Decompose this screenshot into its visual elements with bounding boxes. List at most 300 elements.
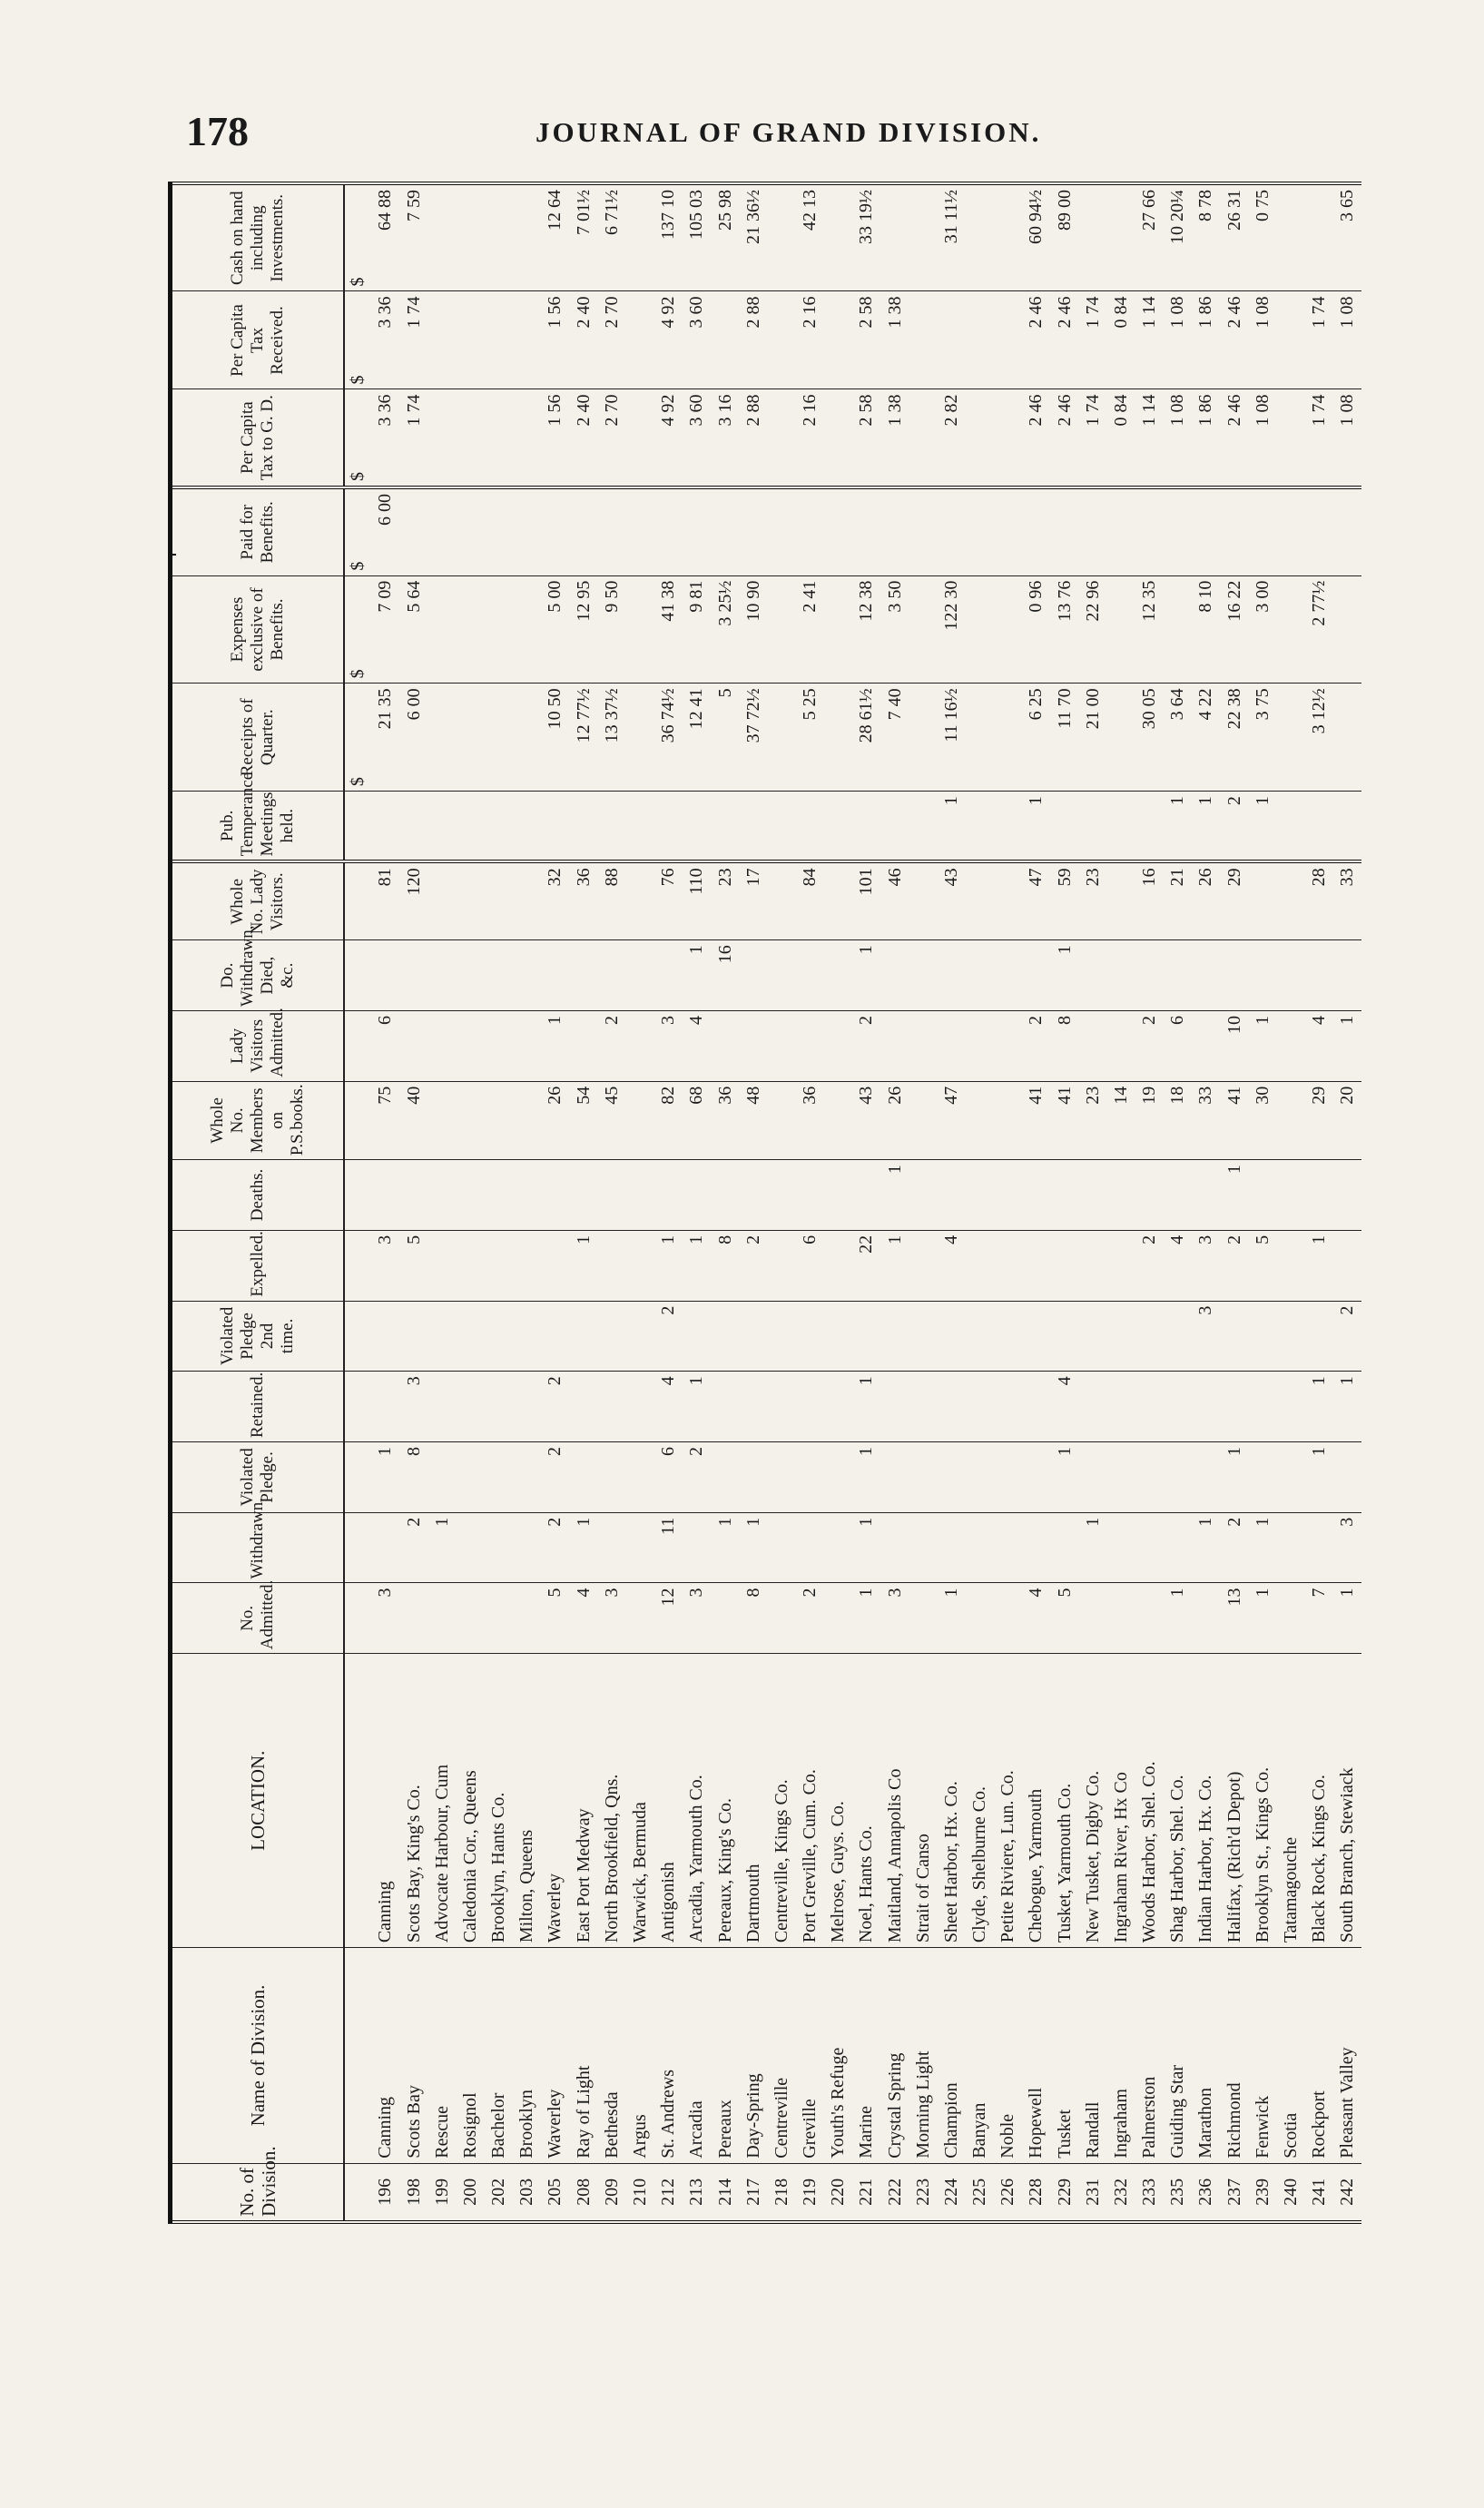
table-cell: 28 61½ <box>852 684 880 792</box>
table-cell: 2 16 <box>795 389 823 487</box>
table-cell <box>909 575 937 684</box>
table-cell <box>965 684 993 792</box>
table-cell <box>456 1081 484 1159</box>
table-cell <box>1276 183 1304 291</box>
table-cell: 1 <box>569 1512 597 1583</box>
table-cell <box>569 487 597 575</box>
table-cell: South Branch, Stewiack <box>1333 1654 1361 1948</box>
table-cell: 219 <box>795 2163 823 2222</box>
table-cell <box>485 1583 513 1654</box>
table-cell: Noble <box>994 1948 1022 2164</box>
table-row <box>739 183 767 2222</box>
table-cell: 10 50 <box>541 684 569 792</box>
table-row <box>1276 183 1304 2222</box>
table-cell <box>994 940 1022 1011</box>
table-cell: 241 <box>1305 2163 1333 2222</box>
table-cell: 25 98 <box>711 183 739 291</box>
table-cell <box>625 1010 654 1081</box>
table-cell: 1 <box>428 1512 456 1583</box>
table-cell <box>824 575 852 684</box>
table-cell: 1 <box>739 1512 767 1583</box>
table-cell <box>683 1512 711 1583</box>
table-cell: 12 35 <box>1135 575 1164 684</box>
table-cell: 1 <box>1078 1512 1106 1583</box>
table-cell <box>711 1372 739 1442</box>
table-cell: 30 05 <box>1135 684 1164 792</box>
table-cell: St. Andrews <box>654 1948 683 2164</box>
table-cell <box>824 1583 852 1654</box>
table-row <box>1078 183 1106 2222</box>
table-cell: 2 58 <box>852 291 880 389</box>
table-cell: 4 <box>1164 1230 1192 1301</box>
table-cell <box>428 792 456 862</box>
table-cell <box>1050 1160 1078 1231</box>
table-cell <box>625 1301 654 1372</box>
table-cell <box>1333 1442 1361 1513</box>
table-cell <box>1106 861 1135 939</box>
table-cell: Dartmouth <box>739 1654 767 1948</box>
table-cell: Fenwick <box>1248 1948 1276 2164</box>
table-row <box>428 183 456 2222</box>
table-cell <box>344 1583 371 1654</box>
table-cell: 1 <box>1248 1583 1276 1654</box>
table-cell <box>824 487 852 575</box>
table-cell: Waverley <box>541 1654 569 1948</box>
table-cell <box>824 1010 852 1081</box>
table-cell <box>767 684 795 792</box>
table-cell: Sheet Harbor, Hx. Co. <box>937 1654 965 1948</box>
table-header-row <box>171 183 345 2222</box>
table-cell <box>597 940 625 1011</box>
table-cell: 1 <box>1248 792 1276 862</box>
table-cell: 208 <box>569 2163 597 2222</box>
table-cell: 237 <box>1220 2163 1248 2222</box>
table-cell <box>1248 1442 1276 1513</box>
table-cell: 1 <box>852 940 880 1011</box>
table-cell <box>456 940 484 1011</box>
table-cell <box>1248 1160 1276 1231</box>
table-cell <box>654 1160 683 1231</box>
table-cell: Strait of Canso <box>909 1654 937 1948</box>
table-cell: Crystal Spring <box>880 1948 909 2164</box>
column-header: No. of Division. <box>171 2163 345 2222</box>
table-cell <box>994 1160 1022 1231</box>
table-cell: Woods Harbor, Shel. Co. <box>1135 1654 1164 1948</box>
table-cell <box>344 940 371 1011</box>
table-cell <box>456 1230 484 1301</box>
table-cell <box>965 1512 993 1583</box>
table-cell: 3 <box>1192 1301 1220 1372</box>
table-cell: 5 <box>399 1230 428 1301</box>
table-cell <box>1276 1010 1304 1081</box>
table-cell <box>654 940 683 1011</box>
table-cell <box>937 1160 965 1231</box>
table-cell <box>965 1442 993 1513</box>
table-row <box>456 183 484 2222</box>
table-cell <box>965 1010 993 1081</box>
table-cell <box>965 1230 993 1301</box>
table-cell <box>625 487 654 575</box>
table-cell <box>428 940 456 1011</box>
table-cell <box>824 389 852 487</box>
table-cell: 22 <box>852 1230 880 1301</box>
table-cell <box>739 1372 767 1442</box>
column-header: Per Capita Tax Received. <box>171 291 345 389</box>
table-cell <box>852 487 880 575</box>
table-cell <box>1276 291 1304 389</box>
table-cell: 21 00 <box>1078 684 1106 792</box>
table-cell <box>909 1512 937 1583</box>
table-cell <box>965 1372 993 1442</box>
table-cell: 2 <box>1333 1301 1361 1372</box>
table-cell <box>625 1372 654 1442</box>
table-cell <box>428 1583 456 1654</box>
table-cell <box>371 1301 399 1372</box>
table-cell <box>597 1160 625 1231</box>
table-cell: Arcadia <box>683 1948 711 2164</box>
table-cell: 5 00 <box>541 575 569 684</box>
table-cell <box>485 1230 513 1301</box>
table-cell <box>965 575 993 684</box>
table-cell: 2 58 <box>852 389 880 487</box>
table-cell: 43 <box>937 861 965 939</box>
table-cell: 223 <box>909 2163 937 2222</box>
table-cell <box>1276 1160 1304 1231</box>
currency-symbol: $ <box>344 183 371 291</box>
table-cell <box>1078 1010 1106 1081</box>
table-cell: 41 <box>1022 1081 1050 1159</box>
table-cell <box>1305 487 1333 575</box>
table-cell: 1 <box>683 1230 711 1301</box>
currency-symbol: $ <box>344 684 371 792</box>
table-cell <box>1192 1372 1220 1442</box>
table-cell: 1 74 <box>1078 389 1106 487</box>
table-cell <box>625 291 654 389</box>
table-cell: 12 <box>654 1583 683 1654</box>
table-cell <box>909 792 937 862</box>
table-cell <box>485 183 513 291</box>
table-cell: 218 <box>767 2163 795 2222</box>
table-cell <box>597 487 625 575</box>
table-cell: 29 <box>1220 861 1248 939</box>
table-cell <box>1248 861 1276 939</box>
table-cell: 1 <box>1248 1010 1276 1081</box>
table-cell: 1 <box>1192 1512 1220 1583</box>
table-cell <box>994 792 1022 862</box>
table-cell: 2 40 <box>569 291 597 389</box>
table-cell: 17 <box>739 861 767 939</box>
table-cell <box>485 1372 513 1442</box>
table-cell <box>683 487 711 575</box>
table-cell: 1 <box>1022 792 1050 862</box>
table-cell: 1 <box>1333 1010 1361 1081</box>
table-cell <box>1333 792 1361 862</box>
table-cell: 242 <box>1333 2163 1361 2222</box>
table-cell: 1 38 <box>880 291 909 389</box>
table-cell <box>1078 792 1106 862</box>
table-cell <box>1276 1512 1304 1583</box>
table-body <box>344 183 1361 2222</box>
table-cell <box>344 861 371 939</box>
table-cell: 2 16 <box>795 291 823 389</box>
table-cell: 68 <box>683 1081 711 1159</box>
table-cell <box>428 1081 456 1159</box>
table-cell: Ingraham <box>1106 1948 1135 2164</box>
table-cell: Rockport <box>1305 1948 1333 2164</box>
table-cell <box>428 291 456 389</box>
table-cell: 233 <box>1135 2163 1164 2222</box>
table-cell <box>824 940 852 1011</box>
table-cell: 1 <box>711 1512 739 1583</box>
table-cell <box>994 291 1022 389</box>
table-cell: Centreville <box>767 1948 795 2164</box>
table-cell <box>569 792 597 862</box>
table-cell: Greville <box>795 1948 823 2164</box>
table-cell: 2 <box>1135 1230 1164 1301</box>
table-cell <box>994 1301 1022 1372</box>
table-cell: 1 <box>1305 1372 1333 1442</box>
table-cell <box>1276 575 1304 684</box>
table-cell <box>1220 487 1248 575</box>
table-cell: 30 <box>1248 1081 1276 1159</box>
table-cell <box>513 1230 541 1301</box>
table-cell <box>344 1654 371 1948</box>
table-cell <box>1164 575 1192 684</box>
table-cell <box>994 684 1022 792</box>
table-cell: Antigonish <box>654 1654 683 1948</box>
table-cell: East Port Medway <box>569 1654 597 1948</box>
table-cell <box>965 940 993 1011</box>
table-cell: 4 <box>1022 1583 1050 1654</box>
table-cell <box>485 861 513 939</box>
table-cell <box>711 291 739 389</box>
table-cell: 2 <box>654 1301 683 1372</box>
table-cell <box>767 1372 795 1442</box>
table-cell <box>767 861 795 939</box>
table-cell <box>344 1512 371 1583</box>
table-cell: Guiding Star <box>1164 1948 1192 2164</box>
table-cell: 47 <box>937 1081 965 1159</box>
table-cell <box>1333 487 1361 575</box>
table-cell: 1 08 <box>1248 291 1276 389</box>
table-row <box>795 183 823 2222</box>
table-cell <box>569 1372 597 1442</box>
table-row <box>824 183 852 2222</box>
table-cell: 2 <box>1220 1230 1248 1301</box>
table-cell: Chebogue, Yarmouth <box>1022 1654 1050 1948</box>
table-cell <box>428 487 456 575</box>
table-cell: 5 <box>1248 1230 1276 1301</box>
table-cell: 110 <box>683 861 711 939</box>
table-cell: 199 <box>428 2163 456 2222</box>
table-cell: 8 10 <box>1192 575 1220 684</box>
table-cell <box>485 1512 513 1583</box>
table-cell: 41 <box>1050 1081 1078 1159</box>
table-cell <box>1106 940 1135 1011</box>
table-cell <box>541 487 569 575</box>
table-cell: 0 84 <box>1106 291 1135 389</box>
table-cell <box>824 1442 852 1513</box>
table-cell <box>795 1010 823 1081</box>
table-cell <box>1050 487 1078 575</box>
table-cell <box>1078 1442 1106 1513</box>
table-cell <box>625 575 654 684</box>
table-cell <box>739 1160 767 1231</box>
table-row <box>1106 183 1135 2222</box>
table-cell: 2 46 <box>1050 389 1078 487</box>
table-cell: 239 <box>1248 2163 1276 2222</box>
table-row <box>937 183 965 2222</box>
table-cell <box>1276 940 1304 1011</box>
table-cell: 23 <box>1078 861 1106 939</box>
table-cell: Canning <box>371 1654 399 1948</box>
table-cell: Waverley <box>541 1948 569 2164</box>
table-cell <box>428 1372 456 1442</box>
table-cell <box>1220 1372 1248 1442</box>
table-cell: 12 64 <box>541 183 569 291</box>
table-cell <box>1305 940 1333 1011</box>
table-cell <box>711 1160 739 1231</box>
table-cell <box>767 1160 795 1231</box>
table-cell <box>1078 1372 1106 1442</box>
table-cell <box>1135 1301 1164 1372</box>
table-cell <box>683 792 711 862</box>
table-cell <box>1050 1512 1078 1583</box>
table-cell: 3 36 <box>371 389 399 487</box>
table-row <box>965 183 993 2222</box>
table-cell <box>625 183 654 291</box>
table-cell: 10 20¼ <box>1164 183 1192 291</box>
table-cell: 3 <box>654 1010 683 1081</box>
table-cell: 75 <box>371 1081 399 1159</box>
table-row <box>1248 183 1276 2222</box>
table-cell <box>965 389 993 487</box>
table-cell: 2 <box>683 1442 711 1513</box>
table-cell: 12 41 <box>683 684 711 792</box>
table-cell <box>909 389 937 487</box>
table-cell <box>1276 1081 1304 1159</box>
table-cell <box>767 575 795 684</box>
table-cell: 1 08 <box>1164 291 1192 389</box>
table-cell: 1 86 <box>1192 291 1220 389</box>
table-cell <box>1192 487 1220 575</box>
table-cell <box>654 792 683 862</box>
table-cell <box>371 1160 399 1231</box>
table-cell <box>456 1372 484 1442</box>
table-cell: 3 <box>399 1372 428 1442</box>
table-cell <box>1106 183 1135 291</box>
table-cell: 76 <box>654 861 683 939</box>
table-cell: 122 30 <box>937 575 965 684</box>
table-cell: 18 <box>1164 1081 1192 1159</box>
table-cell: 4 92 <box>654 291 683 389</box>
table-cell: 22 96 <box>1078 575 1106 684</box>
table-cell <box>909 1230 937 1301</box>
table-cell: 3 25½ <box>711 575 739 684</box>
table-cell: 1 <box>880 1230 909 1301</box>
table-cell <box>1106 487 1135 575</box>
table-cell <box>625 1081 654 1159</box>
table-cell <box>1164 487 1192 575</box>
table-cell <box>513 389 541 487</box>
table-cell <box>711 1583 739 1654</box>
table-cell: 10 90 <box>739 575 767 684</box>
table-cell: 1 <box>1164 792 1192 862</box>
table-cell <box>371 792 399 862</box>
table-cell <box>1333 684 1361 792</box>
table-cell <box>371 940 399 1011</box>
table-cell <box>909 1301 937 1372</box>
table-cell <box>344 1160 371 1231</box>
table-row <box>1305 183 1333 2222</box>
table-cell: 26 <box>1192 861 1220 939</box>
table-cell: 8 78 <box>1192 183 1220 291</box>
table-cell: 3 16 <box>711 389 739 487</box>
column-header: Deaths. <box>171 1160 345 1231</box>
table-cell: 23 <box>1078 1081 1106 1159</box>
table-cell: Rescue <box>428 1948 456 2164</box>
table-cell <box>485 1160 513 1231</box>
table-cell: 6 00 <box>371 487 399 575</box>
table-cell <box>513 1081 541 1159</box>
table-cell <box>880 792 909 862</box>
table-cell <box>1106 1301 1135 1372</box>
table-cell: Clyde, Shelburne Co. <box>965 1654 993 1948</box>
table-cell <box>909 684 937 792</box>
table-cell: Pereaux <box>711 1948 739 2164</box>
table-cell <box>1276 389 1304 487</box>
table-cell <box>1164 1442 1192 1513</box>
table-cell: 4 <box>1305 1010 1333 1081</box>
table-cell: 137 10 <box>654 183 683 291</box>
column-header: Receipts of Quarter. <box>171 684 345 792</box>
table-cell <box>1022 487 1050 575</box>
table-cell <box>1164 1372 1192 1442</box>
table-cell: 33 <box>1192 1081 1220 1159</box>
table-cell <box>399 792 428 862</box>
table-cell <box>739 792 767 862</box>
table-cell: 1 <box>541 1010 569 1081</box>
table-cell: 7 40 <box>880 684 909 792</box>
table-cell <box>541 792 569 862</box>
table-cell <box>937 291 965 389</box>
table-cell <box>1276 792 1304 862</box>
table-cell <box>767 1442 795 1513</box>
table-cell <box>965 487 993 575</box>
table-cell: 12 95 <box>569 575 597 684</box>
table-cell <box>399 940 428 1011</box>
column-header: Expelled. <box>171 1230 345 1301</box>
table-row <box>654 183 683 2222</box>
column-header: LOCATION. <box>171 1654 345 1948</box>
table-cell: 5 <box>1050 1583 1078 1654</box>
table-cell: 1 38 <box>880 389 909 487</box>
table-cell: 8 <box>711 1230 739 1301</box>
table-cell <box>1022 940 1050 1011</box>
table-cell: 1 74 <box>1078 291 1106 389</box>
table-cell <box>485 940 513 1011</box>
column-header: Whole No. Members on P.S.books. <box>171 1081 345 1159</box>
table-cell: 2 <box>1220 792 1248 862</box>
table-cell: 1 <box>683 940 711 1011</box>
table-cell: 1 14 <box>1135 389 1164 487</box>
table-cell: 43 <box>852 1081 880 1159</box>
table-cell <box>852 792 880 862</box>
table-cell: 20 <box>1333 1081 1361 1159</box>
table-cell: 23 <box>711 861 739 939</box>
table-cell <box>344 1301 371 1372</box>
table-cell: 4 <box>937 1230 965 1301</box>
